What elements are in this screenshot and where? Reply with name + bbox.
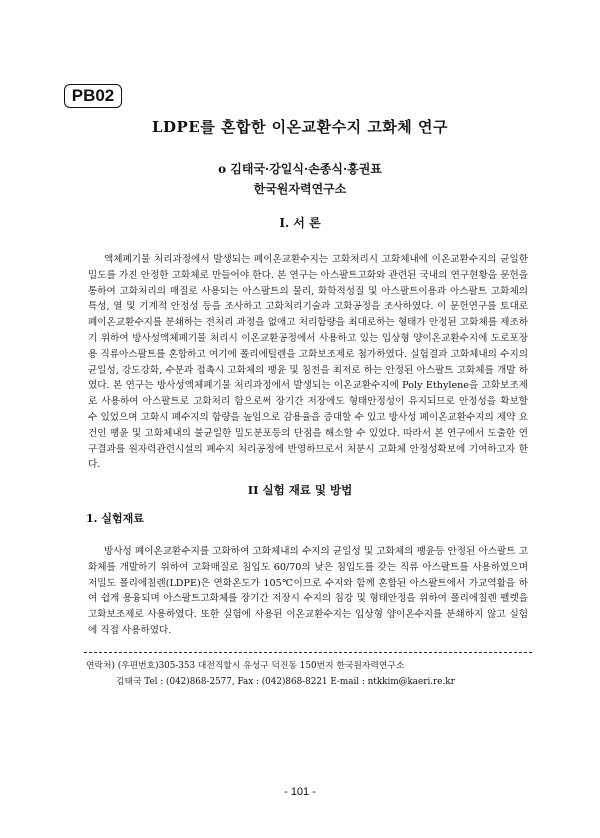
- footnote-divider: [84, 652, 532, 653]
- paper-title: LDPE를 혼합한 이온교환수지 고화체 연구: [151, 118, 448, 136]
- section-heading-methods: II 실험 재료 및 방법: [247, 483, 353, 497]
- author-list: o 김태국·강일식·손종식·홍권표: [218, 162, 382, 176]
- page-number: - 101 -: [284, 786, 316, 798]
- contact-footnote: [86, 658, 546, 690]
- contact-details: 김태국 Tel : (042)868-2577, Fax : (042)868-8221 E-mail : ntkkim@kaeri.re.kr: [116, 677, 455, 687]
- section-heading-introduction: I. 서 론: [279, 216, 321, 230]
- contact-address: 연락처) (우편번호)305-353 대전직할시 유성구 덕진동 150번지 한국원자력연구소: [86, 661, 405, 671]
- materials-paragraph: 방사성 폐이온교환수지를 고화하여 고화체내의 수지의 균일성 및 고화체의 팽윤등 안정된 아스팔트 고화체를 개발하기 위하여 고화매질로 침입도 60/70의 낮은 침입도를 갖는 직류 아스팔트를 사용하였으며 저밀도 폴리에칠렌(LDPE)은 연화온도가 105℃이므로 수지와 함께 혼합된 아스팔트에서 가교역활을 하여 쉽게 용융되며 아스팔트고화체를 장기간 저장시 수지의 침강 및 형태안정을 위하여 폴리에칠렌 펠렛을 고화보조제로 사용하였다. 또한 실험에 사용된 이온교환수지는 입상형 양이온수지를 분쇄하지 않고 실험에 직접 사용하였다.: [88, 546, 528, 636]
- introduction-paragraph: 액체폐기물 처리과정에서 발생되는 폐이온교환수지는 고화처리시 고화체내에 이온교환수지의 균일한 밀도를 가진 안정한 고화체로 만들어야 한다. 본 연구는 아스팔트고화와 관련된 국내의 연구현황을 문헌을 통하여 고화처리의 매질로 사용되는 아스팔트의 물리, 화학적성질 및 아스팔트이용과 아스팔트 고화체의 특성, 열 및 기계적 안정성 등을 조사하고 고화처리기술과 고화공정을 조사하였다. 이 문헌연구를 토대로 폐이온교환수지를 분쇄하는 전처리 과정을 없애고 처리함량을 최대로하는 형태가 안정된 고화체를 제조하기 위하여 방사성액체폐기물 처리시 이온교환공정에서 사용하고 있는 입상형 양이온교환수지에 도로포장용 직류아스팔트를 혼합하고 여기에 폴리에틸렌을 고화보조제로 첨가하였다. 실험결과 고화체내의 수지의 균일성, 강도강화, 수분과 접촉시 고화체의 팽윤 및 침전을 최저로 하는 안정된 아스팔트 고화체를 개발 하였다. 본 연구는 방사성액체폐기물 처리과정에서 발생되는 이온교환수지에 Poly Ethylene을 고화보조제로 사용하여 아스팔트로 고화처리 함으로써 장기간 저장에도 형태안정성이 유지되므로 안정성을 확보할 수 있었으며 고화시 폐수지의 함량을 높임으로 감용율을 증대할 수 있고 방사성 폐이온교환수지의 제약 요건인 팽윤 및 고화체내의 불균일한 밀도분포등의 단점을 해소할 수 있었다. 따라서 본 연구에서 도출한 연구결과를 원자력관련시설의 폐수지 처리공정에 반영하므로서 처분시 고화체 안정성확보에 기여하고자 한다.: [88, 254, 528, 471]
- subsection-heading-materials: 1. 실험재료: [86, 512, 144, 525]
- paper-code-badge: PB02: [64, 84, 122, 108]
- affiliation: 한국원자력연구소: [253, 182, 347, 196]
